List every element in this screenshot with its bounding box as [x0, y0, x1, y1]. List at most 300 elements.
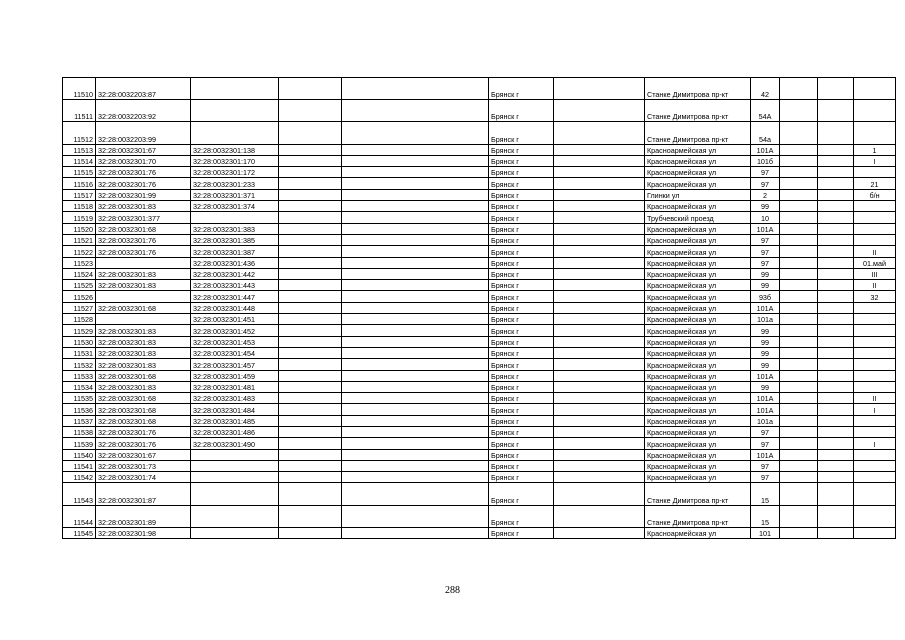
city-cell: Брянск г — [489, 426, 554, 437]
house-number-cell: 99 — [751, 381, 780, 392]
cadastral-number-cell: 32:28:0032301:68 — [96, 415, 191, 426]
col11-cell — [818, 201, 854, 212]
apartment-cell — [854, 212, 896, 223]
col11-cell — [818, 483, 854, 505]
col5-cell — [342, 359, 489, 370]
city-cell: Брянск г — [489, 359, 554, 370]
apartment-cell — [854, 167, 896, 178]
house-number-cell: 97 — [751, 472, 780, 483]
table-body — [63, 78, 896, 539]
table-row — [63, 78, 896, 100]
col4-cell — [279, 472, 342, 483]
col4-cell — [279, 257, 342, 268]
col10-cell — [780, 280, 818, 291]
apartment-cell — [854, 201, 896, 212]
col5-cell — [342, 201, 489, 212]
col10-cell — [780, 393, 818, 404]
street-cell: Красноармейская ул — [645, 527, 751, 538]
row-number-cell: 11515 — [63, 167, 96, 178]
col10-cell — [780, 178, 818, 189]
apartment-cell: I — [854, 155, 896, 166]
col11-cell — [818, 438, 854, 449]
object-number-cell — [191, 472, 279, 483]
object-number-cell — [191, 100, 279, 122]
house-number-cell: 99 — [751, 336, 780, 347]
col5-cell — [342, 415, 489, 426]
cadastral-number-cell: 32:28:0032301:87 — [96, 483, 191, 505]
col10-cell — [780, 505, 818, 527]
col5-cell — [342, 257, 489, 268]
cadastral-number-cell: 32:28:0032301:76 — [96, 234, 191, 245]
col4-cell — [279, 336, 342, 347]
col11-cell — [818, 155, 854, 166]
table-row — [63, 505, 896, 527]
cadastral-number-cell — [96, 257, 191, 268]
col5-cell — [342, 381, 489, 392]
col4-cell — [279, 291, 342, 302]
street-cell: Красноармейская ул — [645, 291, 751, 302]
col10-cell — [780, 527, 818, 538]
house-number-cell: 99 — [751, 347, 780, 358]
house-number-cell: 101А — [751, 302, 780, 313]
col7-cell — [554, 302, 645, 313]
cadastral-number-cell: 32:28:0032301:83 — [96, 381, 191, 392]
city-cell: Брянск г — [489, 347, 554, 358]
col4-cell — [279, 449, 342, 460]
house-number-cell: 101А — [751, 223, 780, 234]
col10-cell — [780, 246, 818, 257]
col5-cell — [342, 234, 489, 245]
cadastral-number-cell: 32:28:0032301:83 — [96, 268, 191, 279]
col11-cell — [818, 280, 854, 291]
cadastral-number-cell: 32:28:0032301:67 — [96, 144, 191, 155]
house-number-cell: 101б — [751, 155, 780, 166]
row-number-cell: 11511 — [63, 100, 96, 122]
col5-cell — [342, 122, 489, 144]
col7-cell — [554, 100, 645, 122]
object-number-cell — [191, 483, 279, 505]
row-number-cell: 11510 — [63, 78, 96, 100]
table-row — [63, 201, 896, 212]
cadastral-number-cell: 32:28:0032301:83 — [96, 359, 191, 370]
apartment-cell: II — [854, 393, 896, 404]
col4-cell — [279, 325, 342, 336]
object-number-cell: 32:28:0032301:481 — [191, 381, 279, 392]
table-row — [63, 415, 896, 426]
city-cell: Брянск г — [489, 438, 554, 449]
city-cell: Брянск г — [489, 212, 554, 223]
row-number-cell: 11525 — [63, 280, 96, 291]
row-number-cell: 11544 — [63, 505, 96, 527]
col11-cell — [818, 234, 854, 245]
row-number-cell: 11532 — [63, 359, 96, 370]
object-number-cell: 32:28:0032301:454 — [191, 347, 279, 358]
house-number-cell: 101А — [751, 393, 780, 404]
row-number-cell: 11519 — [63, 212, 96, 223]
col5-cell — [342, 302, 489, 313]
col7-cell — [554, 155, 645, 166]
cadastral-number-cell: 32:28:0032301:83 — [96, 280, 191, 291]
apartment-cell: III — [854, 268, 896, 279]
apartment-cell — [854, 347, 896, 358]
cadastral-number-cell: 32:28:0032301:89 — [96, 505, 191, 527]
house-number-cell: 97 — [751, 460, 780, 471]
street-cell: Красноармейская ул — [645, 178, 751, 189]
object-number-cell: 32:28:0032301:485 — [191, 415, 279, 426]
col5-cell — [342, 246, 489, 257]
col7-cell — [554, 234, 645, 245]
row-number-cell: 11514 — [63, 155, 96, 166]
city-cell: Брянск г — [489, 483, 554, 505]
col11-cell — [818, 325, 854, 336]
table-row — [63, 527, 896, 538]
house-number-cell: 99 — [751, 268, 780, 279]
cadastral-number-cell: 32:28:0032203:87 — [96, 78, 191, 100]
col11-cell — [818, 505, 854, 527]
city-cell: Брянск г — [489, 302, 554, 313]
object-number-cell: 32:28:0032301:387 — [191, 246, 279, 257]
object-number-cell — [191, 212, 279, 223]
col11-cell — [818, 381, 854, 392]
apartment-cell — [854, 223, 896, 234]
house-number-cell: 97 — [751, 438, 780, 449]
street-cell: Глинки ул — [645, 189, 751, 200]
col4-cell — [279, 370, 342, 381]
col10-cell — [780, 460, 818, 471]
col5-cell — [342, 449, 489, 460]
col7-cell — [554, 449, 645, 460]
col11-cell — [818, 78, 854, 100]
table-row — [63, 167, 896, 178]
apartment-cell — [854, 78, 896, 100]
apartment-cell — [854, 336, 896, 347]
object-number-cell: 32:28:0032301:490 — [191, 438, 279, 449]
col7-cell — [554, 472, 645, 483]
col4-cell — [279, 234, 342, 245]
col11-cell — [818, 460, 854, 471]
city-cell: Брянск г — [489, 78, 554, 100]
col7-cell — [554, 460, 645, 471]
col11-cell — [818, 189, 854, 200]
apartment-cell — [854, 449, 896, 460]
col7-cell — [554, 223, 645, 234]
apartment-cell — [854, 483, 896, 505]
cadastral-number-cell — [96, 314, 191, 325]
street-cell: Красноармейская ул — [645, 415, 751, 426]
col4-cell — [279, 100, 342, 122]
object-number-cell — [191, 78, 279, 100]
cadastral-number-cell: 32:28:0032301:76 — [96, 246, 191, 257]
col4-cell — [279, 460, 342, 471]
col10-cell — [780, 438, 818, 449]
row-number-cell: 11530 — [63, 336, 96, 347]
col4-cell — [279, 381, 342, 392]
city-cell: Брянск г — [489, 393, 554, 404]
house-number-cell: 101А — [751, 449, 780, 460]
cadastral-number-cell: 32:28:0032301:68 — [96, 370, 191, 381]
col5-cell — [342, 155, 489, 166]
street-cell: Красноармейская ул — [645, 325, 751, 336]
object-number-cell: 32:28:0032301:385 — [191, 234, 279, 245]
col11-cell — [818, 212, 854, 223]
object-number-cell: 32:28:0032301:486 — [191, 426, 279, 437]
row-number-cell: 11526 — [63, 291, 96, 302]
apartment-cell: II — [854, 280, 896, 291]
table-row — [63, 223, 896, 234]
col11-cell — [818, 527, 854, 538]
table-row — [63, 359, 896, 370]
object-number-cell: 32:28:0032301:457 — [191, 359, 279, 370]
cadastral-number-cell: 32:28:0032203:92 — [96, 100, 191, 122]
table-row — [63, 268, 896, 279]
page-number: 288 — [445, 585, 460, 596]
street-cell: Красноармейская ул — [645, 246, 751, 257]
col11-cell — [818, 223, 854, 234]
city-cell: Брянск г — [489, 144, 554, 155]
col10-cell — [780, 415, 818, 426]
table-row — [63, 449, 896, 460]
city-cell: Брянск г — [489, 505, 554, 527]
col5-cell — [342, 189, 489, 200]
col5-cell — [342, 347, 489, 358]
row-number-cell: 11539 — [63, 438, 96, 449]
house-number-cell: 101 — [751, 527, 780, 538]
apartment-cell — [854, 234, 896, 245]
col4-cell — [279, 144, 342, 155]
col5-cell — [342, 483, 489, 505]
col5-cell — [342, 325, 489, 336]
col10-cell — [780, 404, 818, 415]
object-number-cell: 32:28:0032301:383 — [191, 223, 279, 234]
col4-cell — [279, 505, 342, 527]
cadastral-number-cell: 32:28:0032301:68 — [96, 404, 191, 415]
city-cell: Брянск г — [489, 449, 554, 460]
city-cell: Брянск г — [489, 268, 554, 279]
city-cell: Брянск г — [489, 178, 554, 189]
city-cell: Брянск г — [489, 234, 554, 245]
apartment-cell — [854, 325, 896, 336]
cadastral-number-cell: 32:28:0032301:83 — [96, 325, 191, 336]
table-row — [63, 460, 896, 471]
col11-cell — [818, 246, 854, 257]
city-cell: Брянск г — [489, 404, 554, 415]
col10-cell — [780, 336, 818, 347]
col11-cell — [818, 100, 854, 122]
col4-cell — [279, 415, 342, 426]
house-number-cell: 97 — [751, 234, 780, 245]
city-cell: Брянск г — [489, 155, 554, 166]
col10-cell — [780, 155, 818, 166]
cadastral-number-cell: 32:28:0032301:99 — [96, 189, 191, 200]
col7-cell — [554, 212, 645, 223]
object-number-cell: 32:28:0032301:452 — [191, 325, 279, 336]
row-number-cell: 11531 — [63, 347, 96, 358]
row-number-cell: 11545 — [63, 527, 96, 538]
house-number-cell: 15 — [751, 483, 780, 505]
col10-cell — [780, 381, 818, 392]
cadastral-number-cell: 32:28:0032301:76 — [96, 438, 191, 449]
col10-cell — [780, 189, 818, 200]
object-number-cell — [191, 527, 279, 538]
col11-cell — [818, 336, 854, 347]
object-number-cell — [191, 460, 279, 471]
city-cell: Брянск г — [489, 415, 554, 426]
col7-cell — [554, 336, 645, 347]
street-cell: Станке Димитрова пр-кт — [645, 100, 751, 122]
row-number-cell: 11513 — [63, 144, 96, 155]
col5-cell — [342, 336, 489, 347]
col4-cell — [279, 78, 342, 100]
row-number-cell: 11533 — [63, 370, 96, 381]
house-number-cell: 97 — [751, 178, 780, 189]
col5-cell — [342, 314, 489, 325]
col5-cell — [342, 223, 489, 234]
cadastral-number-cell: 32:28:0032301:70 — [96, 155, 191, 166]
row-number-cell: 11537 — [63, 415, 96, 426]
col7-cell — [554, 381, 645, 392]
col7-cell — [554, 201, 645, 212]
row-number-cell: 11543 — [63, 483, 96, 505]
register-table — [62, 77, 896, 539]
house-number-cell: 54а — [751, 122, 780, 144]
col4-cell — [279, 404, 342, 415]
apartment-cell: 01.май — [854, 257, 896, 268]
col10-cell — [780, 122, 818, 144]
col7-cell — [554, 189, 645, 200]
col7-cell — [554, 291, 645, 302]
col7-cell — [554, 268, 645, 279]
street-cell: Красноармейская ул — [645, 438, 751, 449]
apartment-cell — [854, 122, 896, 144]
house-number-cell: 10 — [751, 212, 780, 223]
street-cell: Станке Димитрова пр-кт — [645, 122, 751, 144]
house-number-cell: 97 — [751, 167, 780, 178]
city-cell: Брянск г — [489, 167, 554, 178]
col10-cell — [780, 257, 818, 268]
house-number-cell: 97 — [751, 426, 780, 437]
table-row — [63, 280, 896, 291]
col4-cell — [279, 178, 342, 189]
row-number-cell: 11540 — [63, 449, 96, 460]
col5-cell — [342, 393, 489, 404]
row-number-cell: 11521 — [63, 234, 96, 245]
cadastral-number-cell: 32:28:0032301:98 — [96, 527, 191, 538]
col5-cell — [342, 426, 489, 437]
col10-cell — [780, 325, 818, 336]
city-cell: Брянск г — [489, 257, 554, 268]
col5-cell — [342, 527, 489, 538]
col4-cell — [279, 223, 342, 234]
col5-cell — [342, 167, 489, 178]
apartment-cell — [854, 527, 896, 538]
object-number-cell: 32:28:0032301:483 — [191, 393, 279, 404]
col11-cell — [818, 257, 854, 268]
apartment-cell: 32 — [854, 291, 896, 302]
row-number-cell: 11523 — [63, 257, 96, 268]
apartment-cell — [854, 472, 896, 483]
col4-cell — [279, 155, 342, 166]
street-cell: Красноармейская ул — [645, 314, 751, 325]
col5-cell — [342, 268, 489, 279]
apartment-cell: I — [854, 438, 896, 449]
street-cell: Красноармейская ул — [645, 370, 751, 381]
street-cell: Красноармейская ул — [645, 201, 751, 212]
house-number-cell: 54А — [751, 100, 780, 122]
col4-cell — [279, 483, 342, 505]
table-row — [63, 381, 896, 392]
object-number-cell: 32:28:0032301:371 — [191, 189, 279, 200]
col10-cell — [780, 100, 818, 122]
table-row — [63, 234, 896, 245]
cadastral-number-cell: 32:28:0032301:68 — [96, 393, 191, 404]
cadastral-number-cell: 32:28:0032301:73 — [96, 460, 191, 471]
col10-cell — [780, 78, 818, 100]
row-number-cell: 11538 — [63, 426, 96, 437]
house-number-cell: 99 — [751, 201, 780, 212]
cadastral-number-cell: 32:28:0032301:67 — [96, 449, 191, 460]
table-row — [63, 189, 896, 200]
table-row — [63, 314, 896, 325]
street-cell: Станке Димитрова пр-кт — [645, 505, 751, 527]
row-number-cell: 11516 — [63, 178, 96, 189]
city-cell: Брянск г — [489, 291, 554, 302]
col10-cell — [780, 449, 818, 460]
apartment-cell — [854, 370, 896, 381]
row-number-cell: 11536 — [63, 404, 96, 415]
col10-cell — [780, 359, 818, 370]
col10-cell — [780, 167, 818, 178]
street-cell: Трубчевский проезд — [645, 212, 751, 223]
apartment-cell — [854, 415, 896, 426]
row-number-cell: 11535 — [63, 393, 96, 404]
table-row — [63, 122, 896, 144]
row-number-cell: 11517 — [63, 189, 96, 200]
object-number-cell: 32:28:0032301:443 — [191, 280, 279, 291]
col11-cell — [818, 122, 854, 144]
street-cell: Красноармейская ул — [645, 426, 751, 437]
street-cell: Красноармейская ул — [645, 234, 751, 245]
house-number-cell: 101а — [751, 415, 780, 426]
object-number-cell: 32:28:0032301:484 — [191, 404, 279, 415]
col4-cell — [279, 122, 342, 144]
col7-cell — [554, 167, 645, 178]
object-number-cell — [191, 122, 279, 144]
city-cell: Брянск г — [489, 527, 554, 538]
col5-cell — [342, 472, 489, 483]
col11-cell — [818, 178, 854, 189]
col4-cell — [279, 167, 342, 178]
cadastral-number-cell: 32:28:0032203:99 — [96, 122, 191, 144]
col5-cell — [342, 144, 489, 155]
col10-cell — [780, 291, 818, 302]
row-number-cell: 11524 — [63, 268, 96, 279]
object-number-cell: 32:28:0032301:436 — [191, 257, 279, 268]
col10-cell — [780, 483, 818, 505]
col11-cell — [818, 268, 854, 279]
city-cell: Брянск г — [489, 100, 554, 122]
row-number-cell: 11542 — [63, 472, 96, 483]
object-number-cell — [191, 505, 279, 527]
col4-cell — [279, 438, 342, 449]
apartment-cell: I — [854, 404, 896, 415]
street-cell: Красноармейская ул — [645, 336, 751, 347]
col10-cell — [780, 268, 818, 279]
col7-cell — [554, 178, 645, 189]
row-number-cell: 11534 — [63, 381, 96, 392]
col10-cell — [780, 426, 818, 437]
house-number-cell: 99 — [751, 325, 780, 336]
cadastral-number-cell: 32:28:0032301:377 — [96, 212, 191, 223]
